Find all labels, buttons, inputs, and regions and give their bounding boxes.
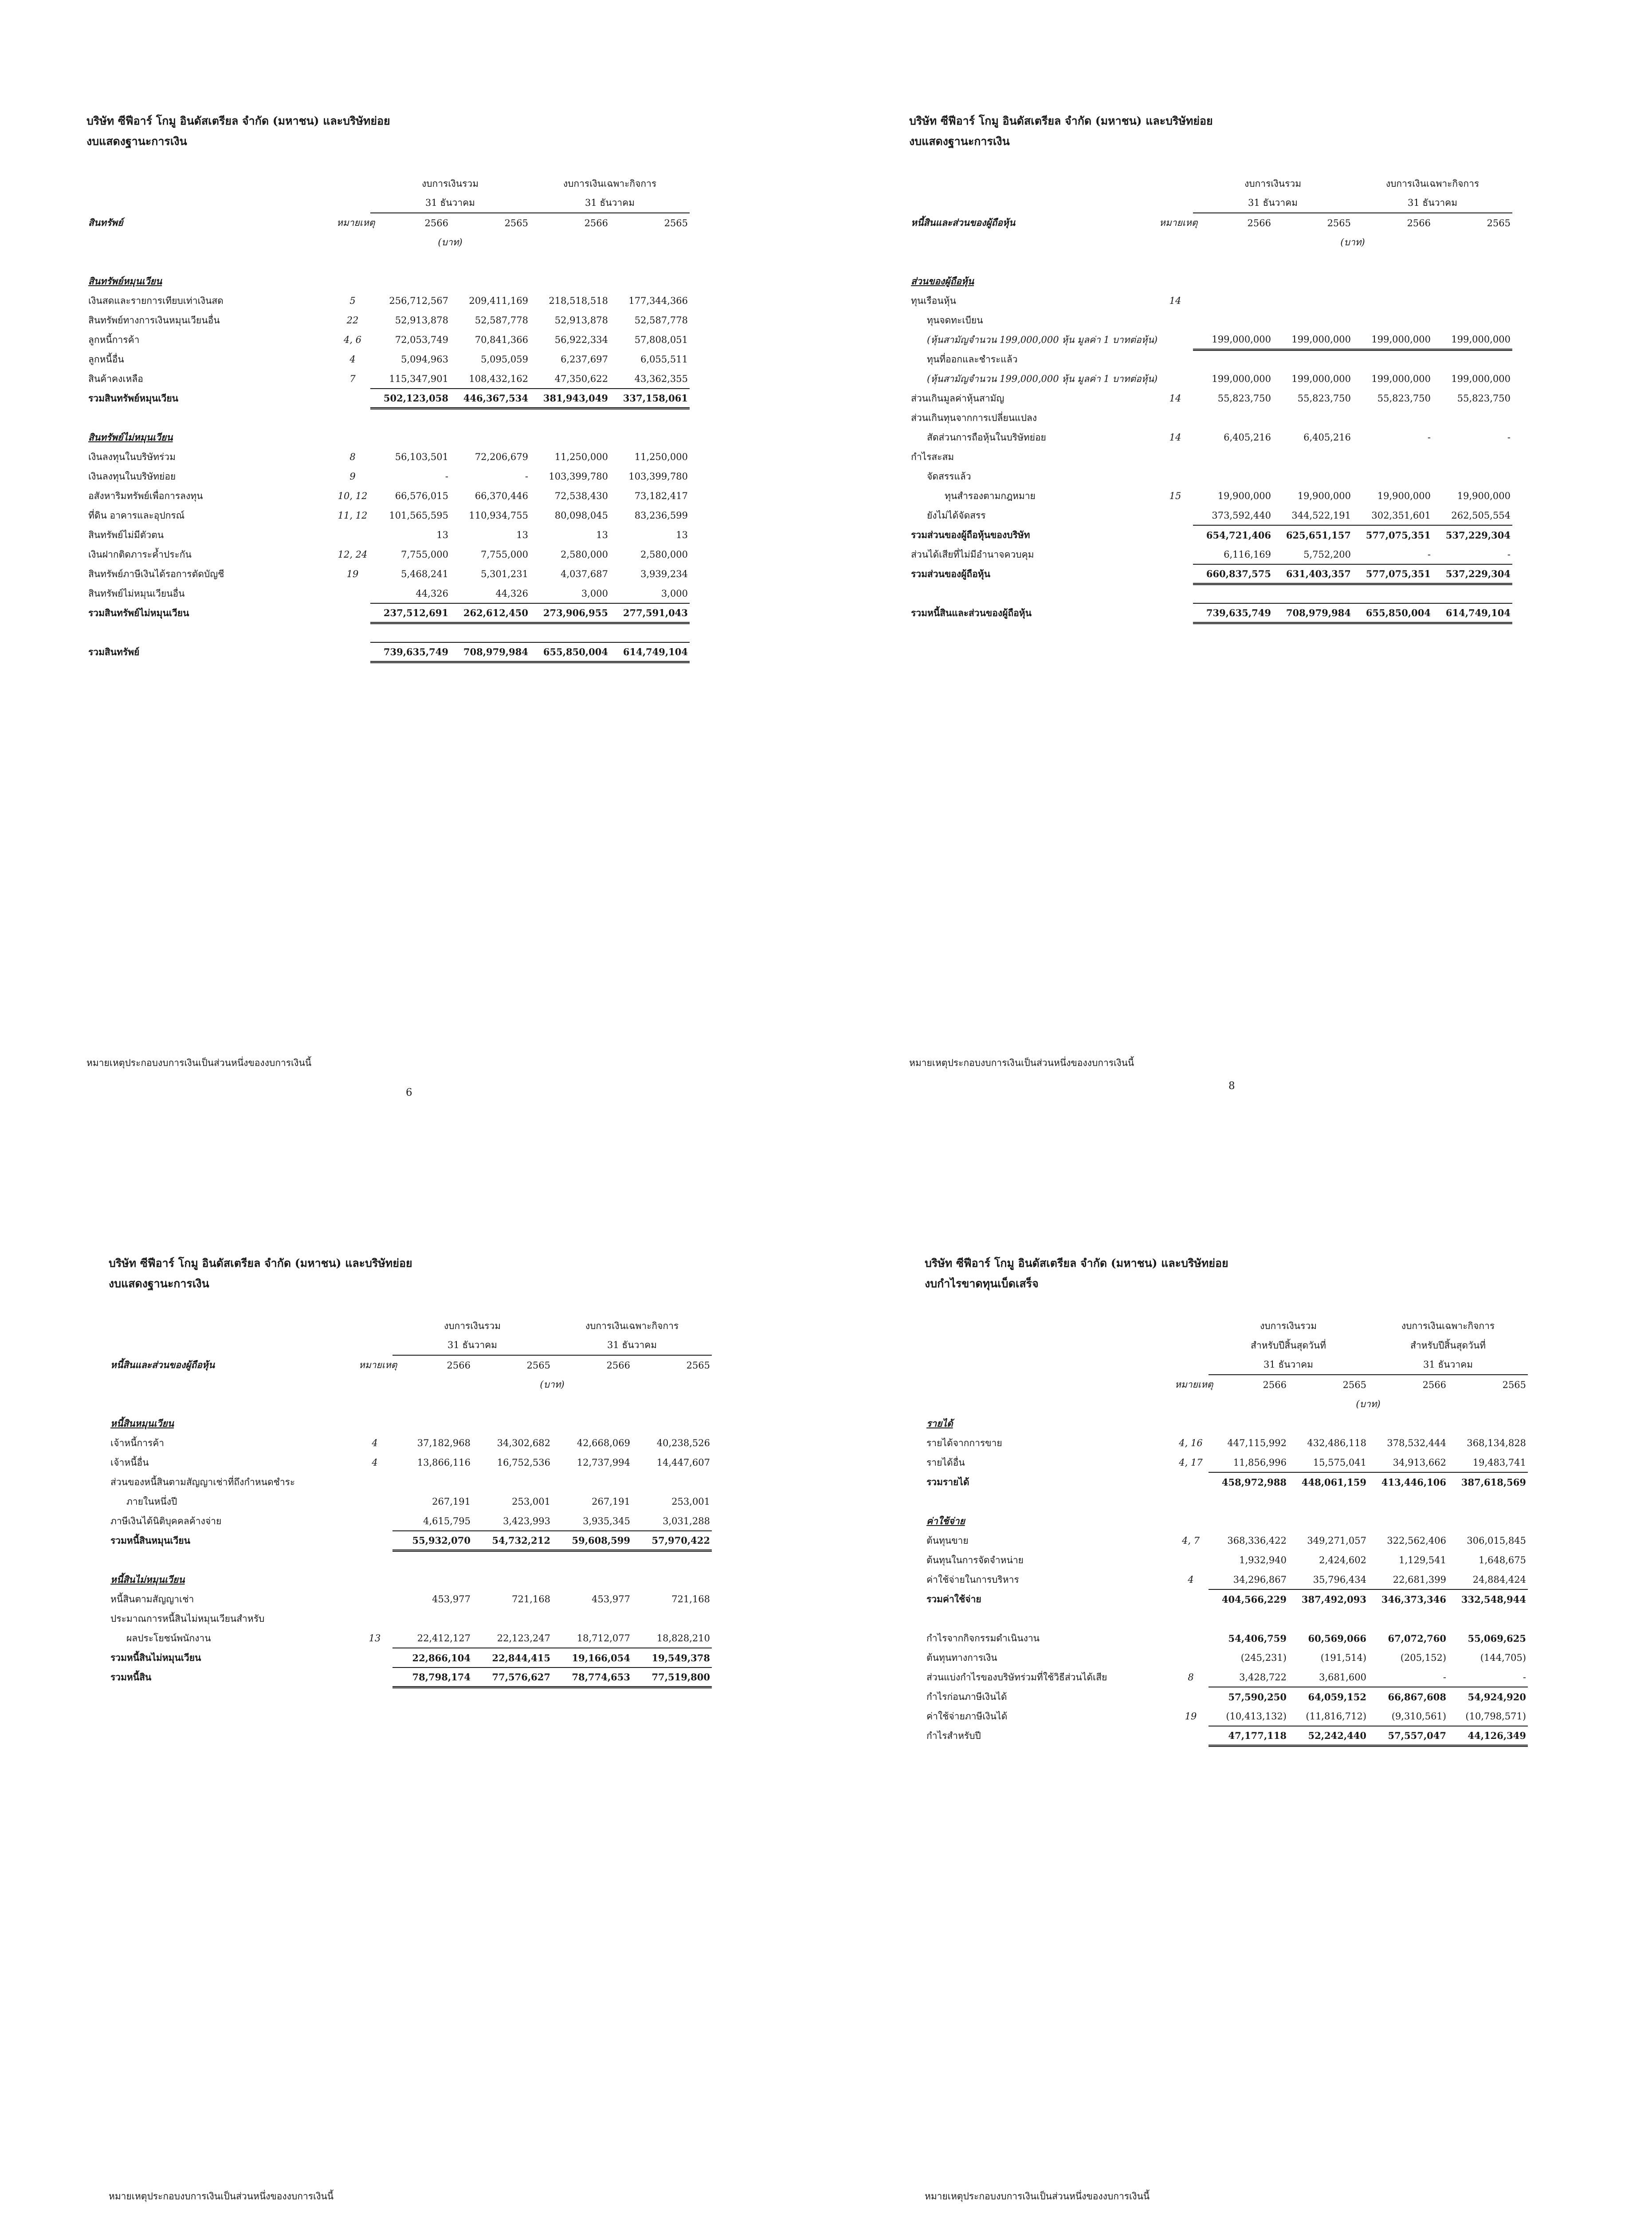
company-name: บริษัท ซีฟีอาร์ โกมู อินดัสเตรียล จำกัด (มหาชน) และบริษัทย่อย <box>909 114 1213 127</box>
note-header: หมายเหตุ <box>337 217 375 228</box>
date-header: 31 ธันวาคม <box>392 1336 552 1355</box>
year-header: 2566 <box>584 217 608 228</box>
liabilities-table <box>109 1316 712 1688</box>
statement-title: งบกำไรขาดทุนเบ็ดเสร็จ <box>925 1277 1039 1290</box>
total-row: รวมส่วนของผู้ถือหุ้น 660,837,575 631,403,357 577,075,351 537,229,304 <box>909 564 1512 584</box>
statement-title: งบแสดงฐานะการเงิน <box>86 135 187 148</box>
consolidated-header: งบการเงินรวม <box>1244 178 1302 189</box>
subsection-heading: ส่วนของผู้ถือหุ้น <box>911 275 974 287</box>
year-header: 2565 <box>1327 217 1351 228</box>
year-header: 2565 <box>526 1360 551 1371</box>
table-row: ผลประโยชน์พนักงาน 13 22,412,127 22,123,247 18,712,077 18,828,210 <box>126 1632 710 1644</box>
table-row: (หุ้นสามัญจำนวน 199,000,000 หุ้น มูลค่า 1 บาทต่อหุ้น) 199,000,000 199,000,000 199,000,000 199,000,000 <box>909 330 1512 350</box>
table-row: สัดส่วนการถือหุ้นในบริษัทย่อย 14 6,405,216 6,405,216 - - <box>927 432 1511 443</box>
table-row: อสังหาริมทรัพย์เพื่อการลงทุน 10, 12 66,576,015 66,370,446 72,538,430 73,182,417 <box>88 490 688 501</box>
assets-table <box>86 174 690 663</box>
total-row: กำไรสำหรับปี 47,177,118 52,242,440 57,557,047 44,126,349 <box>925 1726 1528 1746</box>
year-header: 2565 <box>664 217 688 228</box>
year-header: 2566 <box>606 1360 631 1371</box>
table-row: เจ้าหนี้อื่น 4 13,866,116 16,752,536 12,737,994 14,447,607 <box>110 1457 710 1468</box>
year-header: 2565 <box>686 1360 710 1371</box>
footnote: หมายเหตุประกอบงบการเงินเป็นส่วนหนึ่งของงบการเงินนี้ <box>86 1058 312 1068</box>
total-row: รวมส่วนของผู้ถือหุ้นของบริษัท 654,721,406 625,651,157 577,075,351 537,229,304 <box>909 525 1512 545</box>
table-row: รายได้อื่น 4, 17 11,856,996 15,575,041 34,913,662 19,483,741 <box>926 1457 1526 1468</box>
page-number: 8 <box>1228 1080 1235 1092</box>
table-row: ส่วนเกินมูลค่าหุ้นสามัญ 14 55,823,750 55,823,750 55,823,750 55,823,750 <box>911 393 1511 404</box>
table-row: กำไรสะสม <box>911 451 954 462</box>
note-header: หมายเหตุ <box>1175 1379 1213 1390</box>
separate-header: งบการเงินเฉพาะกิจการ <box>585 1320 679 1331</box>
year-header: 2566 <box>447 1360 471 1371</box>
year-header: 2566 <box>424 217 448 228</box>
table-row: ลูกหนี้การค้า 4, 6 72,053,749 70,841,366 56,922,334 57,808,051 <box>88 334 688 345</box>
subsection-heading: รายได้ <box>926 1417 953 1429</box>
statement-page-9 <box>925 1253 1652 2202</box>
table-row: ภาษีเงินได้นิติบุคคลค้างจ่าย 4,615,795 3,423,993 3,935,345 3,031,288 <box>110 1515 710 1526</box>
note-header: หมายเหตุ <box>1159 217 1198 228</box>
statement-page-8 <box>909 111 1636 1092</box>
unit-label: (บาท) <box>1356 1398 1381 1409</box>
equity-table <box>909 174 1512 624</box>
subsection-heading: สินทรัพย์หมุนเวียน <box>88 275 162 287</box>
table-row: ต้นทุนขาย 4, 7 368,336,422 349,271,057 322,562,406 306,015,845 <box>926 1535 1526 1546</box>
total-row: รวมรายได้ 458,972,988 448,061,159 413,446,106 387,618,569 <box>925 1472 1528 1492</box>
statement-page-6 <box>86 111 814 1098</box>
table-row: เงินสดและรายการเทียบเท่าเงินสด 5 256,712,567 209,411,169 218,518,518 177,344,366 <box>88 295 688 306</box>
table-row: สินทรัพย์ไม่หมุนเวียนอื่น 44,326 44,326 3,000 3,000 <box>88 588 688 599</box>
table-row: เงินลงทุนในบริษัทร่วม 8 56,103,501 72,206,679 11,250,000 11,250,000 <box>88 451 688 462</box>
table-row: สินทรัพย์ภาษีเงินได้รอการตัดบัญชี 19 5,468,241 5,301,231 4,037,687 3,939,234 <box>88 568 688 579</box>
table-row: ทุนสำรองตามกฎหมาย 15 19,900,000 19,900,000 19,900,000 19,900,000 <box>945 490 1511 501</box>
year-header: 2566 <box>1407 217 1431 228</box>
table-row: ส่วนเกินทุนจากการเปลี่ยนแปลง <box>911 412 1037 423</box>
table-row: ส่วนของหนี้สินตามสัญญาเช่าที่ถึงกำหนดชำระ <box>110 1476 295 1487</box>
year-header: 2565 <box>1342 1379 1367 1390</box>
table-row: ต้นทุนในการจัดจำหน่าย 1,932,940 2,424,602 1,129,541 1,648,675 <box>926 1554 1526 1565</box>
table-row: รายได้จากการขาย 4, 16 447,115,992 432,486,118 378,532,444 368,134,828 <box>926 1437 1526 1448</box>
table-row: ส่วนแบ่งกำไรของบริษัทร่วมที่ใช้วิธีส่วนได้เสีย 8 3,428,722 3,681,600 - - <box>926 1671 1526 1683</box>
company-name: บริษัท ซีฟีอาร์ โกมู อินดัสเตรียล จำกัด (มหาชน) และบริษัทย่อย <box>925 1257 1228 1270</box>
date-header: 31 ธันวาคม <box>552 1336 712 1355</box>
table-row: ต้นทุนทางการเงิน (245,231) (191,514) (205,152) (144,705) <box>926 1652 1526 1663</box>
table-row: เงินลงทุนในบริษัทย่อย 9 - - 103,399,780 103,399,780 <box>88 471 688 482</box>
table-row: สินค้าคงเหลือ 7 115,347,901 108,432,162 47,350,622 43,362,355 <box>88 373 688 384</box>
total-row: รวมหนี้สินไม่หมุนเวียน 22,866,104 22,844,415 19,166,054 19,549,378 <box>109 1648 712 1667</box>
table-row: ค่าใช้จ่ายภาษีเงินได้ 19 (10,413,132) (11,816,712) (9,310,561) (10,798,571) <box>926 1711 1526 1722</box>
year-header: 2565 <box>504 217 529 228</box>
table-row: จัดสรรแล้ว <box>927 471 971 482</box>
company-name: บริษัท ซีฟีอาร์ โกมู อินดัสเตรียล จำกัด (มหาชน) และบริษัทย่อย <box>86 114 390 127</box>
income-table <box>925 1316 1528 1747</box>
total-row: รวมหนี้สิน 78,798,174 77,576,627 78,774,653 77,519,800 <box>109 1667 712 1687</box>
table-row: (หุ้นสามัญจำนวน 199,000,000 หุ้น มูลค่า 1 บาทต่อหุ้น) 199,000,000 199,000,000 199,000,000 199,000,000 <box>927 373 1511 384</box>
table-row: ประมาณการหนี้สินไม่หมุนเวียนสำหรับ <box>110 1613 265 1624</box>
total-row: รวมสินทรัพย์หมุนเวียน 502,123,058 446,367,534 381,943,049 337,158,061 <box>86 389 690 408</box>
note-header: หมายเหตุ <box>359 1359 397 1370</box>
separate-header: งบการเงินเฉพาะกิจการ <box>1401 1320 1495 1331</box>
table-row: ทุนเรือนหุ้น 14 <box>911 295 1181 306</box>
date-header: 31 ธันวาคม <box>370 193 530 213</box>
unit-label: (บาท) <box>1340 236 1365 248</box>
year-header: 2566 <box>1263 1379 1287 1390</box>
company-name: บริษัท ซีฟีอาร์ โกมู อินดัสเตรียล จำกัด (มหาชน) และบริษัทย่อย <box>109 1257 412 1270</box>
statement-title: งบแสดงฐานะการเงิน <box>909 135 1010 148</box>
section-heading: หนี้สินและส่วนของผู้ถือหุ้น <box>110 1359 215 1370</box>
table-row: ทุนจดทะเบียน <box>927 315 983 326</box>
subsection-heading: ค่าใช้จ่าย <box>926 1515 965 1526</box>
total-row: รวมสินทรัพย์ไม่หมุนเวียน 237,512,691 262,612,450 273,906,955 277,591,043 <box>86 603 690 623</box>
statement-title: งบแสดงฐานะการเงิน <box>109 1277 209 1290</box>
year-header: 2565 <box>1502 1379 1526 1390</box>
consolidated-header: งบการเงินรวม <box>443 1320 501 1331</box>
date-header: 31 ธันวาคม <box>530 193 690 213</box>
section-heading: สินทรัพย์ <box>88 216 123 228</box>
table-row: เงินฝากติดภาระค้ำประกัน 12, 24 7,755,000 7,755,000 2,580,000 2,580,000 <box>88 549 688 560</box>
date-header: 31 ธันวาคม <box>1193 193 1353 213</box>
footnote: หมายเหตุประกอบงบการเงินเป็นส่วนหนึ่งของงบการเงินนี้ <box>909 1058 1134 1068</box>
table-row: ยังไม่ได้จัดสรร 373,592,440 344,522,191 302,351,601 262,505,554 <box>927 510 1511 521</box>
for-year-header: สำหรับปีสิ้นสุดวันที่ <box>1251 1340 1326 1351</box>
table-row: ส่วนได้เสียที่ไม่มีอำนาจควบคุม 6,116,169 5,752,200 - - <box>911 549 1511 560</box>
total-row: รวมหนี้สินหมุนเวียน 55,932,070 54,732,212 59,608,599 57,970,422 <box>109 1531 712 1550</box>
unit-label: (บาท) <box>438 236 463 248</box>
subsection-heading: หนี้สินหมุนเวียน <box>110 1417 174 1429</box>
statement-page-7 <box>109 1253 836 2202</box>
year-header: 2565 <box>1487 217 1511 228</box>
total-row: รวมค่าใช้จ่าย 404,566,229 387,492,093 346,373,346 332,548,944 <box>925 1589 1528 1609</box>
consolidated-header: งบการเงินรวม <box>421 178 479 189</box>
subsection-heading: หนี้สินไม่หมุนเวียน <box>110 1573 185 1585</box>
year-header: 2566 <box>1422 1379 1447 1390</box>
date-header: 31 ธันวาคม <box>1353 193 1512 213</box>
grand-total-row: รวมหนี้สินและส่วนของผู้ถือหุ้น 739,635,749 708,979,984 655,850,004 614,749,104 <box>909 603 1512 623</box>
footnote: หมายเหตุประกอบงบการเงินเป็นส่วนหนึ่งของงบการเงินนี้ <box>109 2191 334 2202</box>
table-row: ที่ดิน อาคารและอุปกรณ์ 11, 12 101,565,595 110,934,755 80,098,045 83,236,599 <box>88 510 688 521</box>
separate-header: งบการเงินเฉพาะกิจการ <box>1385 178 1479 189</box>
table-row: เจ้าหนี้การค้า 4 37,182,968 34,302,682 42,668,069 40,238,526 <box>110 1437 710 1448</box>
separate-header: งบการเงินเฉพาะกิจการ <box>563 178 657 189</box>
table-row: ภายในหนึ่งปี 267,191 253,001 267,191 253,001 <box>126 1496 710 1507</box>
date-header: 31 ธันวาคม <box>1368 1355 1528 1375</box>
table-row: สินทรัพย์ทางการเงินหมุนเวียนอื่น 22 52,913,878 52,587,778 52,913,878 52,587,778 <box>88 315 688 326</box>
year-header: 2566 <box>1247 217 1271 228</box>
table-row: สินทรัพย์ไม่มีตัวตน 13 13 13 13 <box>88 529 688 540</box>
subsection-heading: สินทรัพย์ไม่หมุนเวียน <box>88 431 173 443</box>
table-row: กำไรจากกิจกรรมดำเนินงาน 54,406,759 60,569,066 67,072,760 55,069,625 <box>926 1632 1526 1644</box>
page-number: 6 <box>406 1087 412 1098</box>
grand-total-row: รวมสินทรัพย์ 739,635,749 708,979,984 655,850,004 614,749,104 <box>86 642 690 662</box>
section-heading: หนี้สินและส่วนของผู้ถือหุ้น <box>911 216 1016 228</box>
table-row: หนี้สินตามสัญญาเช่า 453,977 721,168 453,977 721,168 <box>110 1593 710 1605</box>
table-row: กำไรก่อนภาษีเงินได้ 57,590,250 64,059,152 66,867,608 54,924,920 <box>925 1687 1528 1707</box>
table-row: ทุนที่ออกและชำระแล้ว <box>927 354 1018 365</box>
for-year-header: สำหรับปีสิ้นสุดวันที่ <box>1410 1340 1486 1351</box>
unit-label: (บาท) <box>540 1379 565 1390</box>
table-row: ลูกหนี้อื่น 4 5,094,963 5,095,059 6,237,697 6,055,511 <box>88 354 688 365</box>
date-header: 31 ธันวาคม <box>1209 1355 1368 1375</box>
consolidated-header: งบการเงินรวม <box>1260 1320 1317 1331</box>
table-row: ค่าใช้จ่ายในการบริหาร 4 34,296,867 35,796,434 22,681,399 24,884,424 <box>926 1574 1526 1585</box>
footnote: หมายเหตุประกอบงบการเงินเป็นส่วนหนึ่งของงบการเงินนี้ <box>925 2191 1150 2202</box>
